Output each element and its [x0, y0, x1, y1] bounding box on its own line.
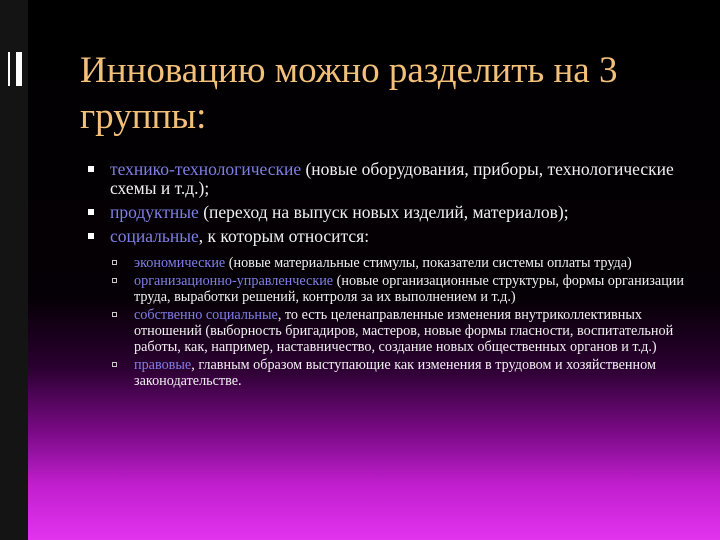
bullet-text: (новые оборудования, приборы, технологические схемы и т.д.);: [110, 159, 674, 198]
hollow-square-bullet-icon: [112, 362, 117, 367]
square-bullet-icon: [88, 166, 94, 172]
bullet-item: [88, 203, 698, 222]
side-decoration-bar: [0, 0, 28, 540]
bullet-text: (переход на выпуск новых изделий, материалов);: [198, 202, 569, 222]
sub-bullet-term: организационно-управленческие: [134, 273, 334, 289]
sub-bullet-term: экономические: [134, 255, 226, 271]
sub-bullet-text: , то есть целенаправленные изменения внутриколлективных отношений (выборность бригадиров, мастеров, новые формы гласности, воспитательной работы, как, например, наставничество, создание новых общественных органов и т.д.): [134, 307, 674, 355]
sub-bullet-text: , главным образом выступающие как изменения в трудовом и хозяйственном законодательстве.: [134, 357, 656, 389]
sub-bullet-term: правовые: [134, 357, 192, 373]
slide-title: Инновацию можно разделить на 3 группы:: [80, 50, 618, 137]
bullet-item: [88, 160, 698, 198]
sub-bullet-text: (новые материальные стимулы, показатели системы оплаты труда): [225, 255, 632, 271]
bullet-text: , к которым относится:: [198, 226, 370, 246]
sub-bullet-list: [110, 255, 698, 389]
hollow-square-bullet-icon: [112, 312, 117, 317]
hollow-square-bullet-icon: [112, 278, 117, 283]
bullet-term: продуктные: [110, 202, 199, 222]
bullet-list: [88, 160, 698, 394]
square-bullet-icon: [88, 209, 94, 215]
bullet-item: [88, 227, 698, 389]
square-bullet-icon: [88, 233, 94, 239]
bullet-term: технико-технологические: [110, 159, 302, 179]
side-decoration-line: [8, 52, 10, 86]
side-decoration-mark: [16, 52, 22, 86]
bullet-term: социальные: [110, 226, 199, 246]
sub-bullet-item: [110, 357, 698, 389]
sub-bullet-text: (новые организационные структуры, формы организации труда, выработки решений, контроля за их выполнением и т.д.): [134, 273, 684, 305]
sub-bullet-item: [110, 255, 698, 271]
hollow-square-bullet-icon: [112, 260, 117, 265]
sub-bullet-item: [110, 307, 698, 355]
sub-bullet-item: [110, 273, 698, 305]
sub-bullet-term: собственно социальные: [134, 307, 278, 323]
